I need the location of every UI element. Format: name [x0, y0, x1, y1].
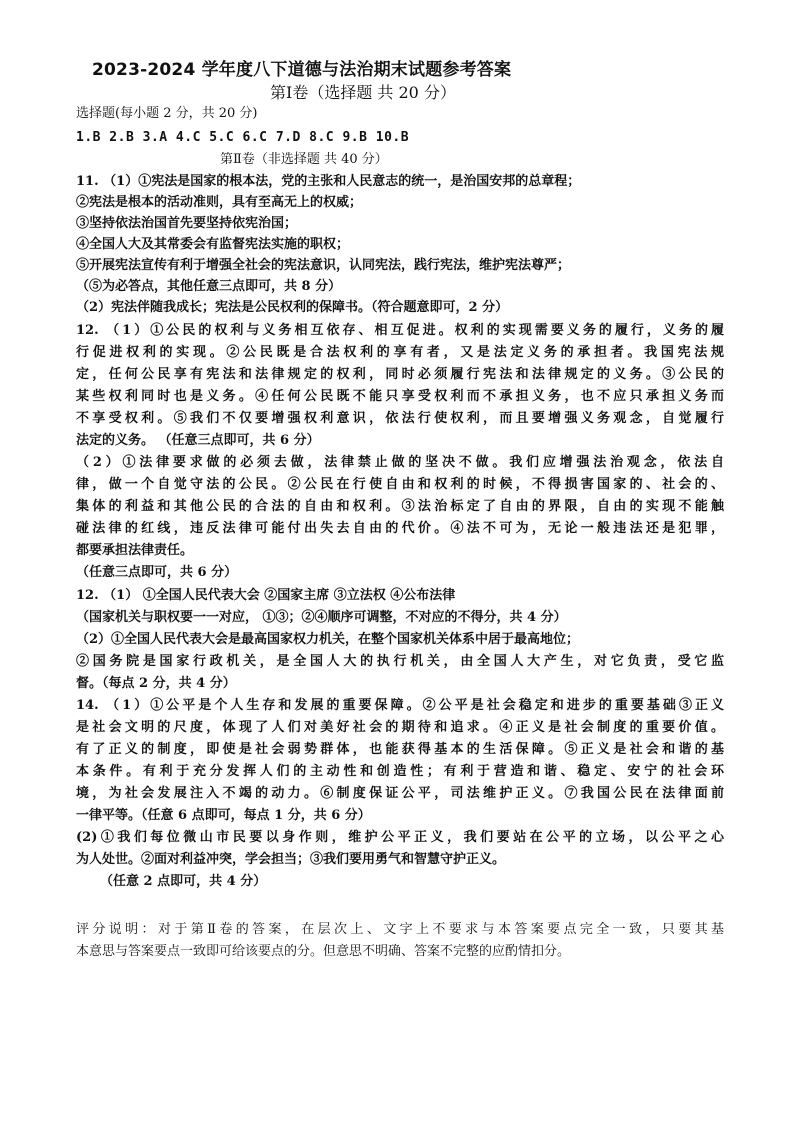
answer-line: 一律平等。（任意 6 点即可，每点 1 分，共 6 分）: [76, 808, 371, 823]
answer-line: 不享受权利。⑤我们不仅要增强权利意识，依法行使权利，而且要增强义务观念，自觉履行: [76, 411, 724, 426]
answer-line: 律，做一个自觉守法的公民。②公民在行使自由和权利的时候，不得损害国家的、社会的、: [76, 477, 724, 492]
answer-line: 法定的义务。 （任意三点即可，共 6 分）: [76, 433, 320, 448]
answer-line: 为人处世。②面对利益冲突，学会担当；③我们要用勇气和智慧守护正义。: [76, 852, 506, 867]
answer-line: 有了正义的制度，即使是社会弱势群体，也能获得基本的生活保障。⑤正义是社会和谐的基: [76, 742, 724, 757]
part2-title: 第Ⅱ卷（非选择题 共 40 分）: [220, 152, 388, 167]
answer-line: ④全国人大及其常委会有监督宪法实施的职权；: [76, 237, 350, 252]
answer-line: 督。（每点 2 分，共 4 分）: [76, 676, 236, 691]
answer-line: 本条件。有利于充分发挥人们的主动性和创造性；有利于营造和谐、稳定、安宁的社会环: [76, 764, 724, 779]
answer-line: 是社会文明的尺度，体现了人们对美好社会的期待和追求。④正义是社会制度的重要价值。: [76, 720, 724, 735]
document-title: 2023-2024 学年度八下道德与法治期末试题参考答案: [92, 60, 512, 80]
answer-line: 境，为社会发展注入不竭的动力。⑥制度保证公平，司法维护正义。⑦我国公民在法律面前: [76, 786, 724, 801]
answer-line: ②国务院是国家行政机关，是全国人大的执行机关，由全国人大产生，对它负责，受它监: [76, 654, 724, 669]
answer-line: 集体的利益和其他公民的合法的自由和权利。③法治标定了自由的界限，自由的实现不能触: [76, 499, 724, 514]
choice-answers: 1.B 2.B 3.A 4.C 5.C 6.C 7.D 8.C 9.B 10.B: [76, 130, 410, 145]
scoring-note-line: 评分说明：对于第Ⅱ卷的答案，在层次上、文字上不要求与本答案要点完全一致，只要其基: [76, 922, 724, 937]
answer-line: 行促进权利的实现。②公民既是合法权利的享有者，又是法定义务的承担者。我国宪法规: [76, 345, 724, 360]
answer-line: （国家机关与职权要一一对应， ①③；②④顺序可调整，不对应的不得分，共 4 分）: [76, 610, 567, 625]
answer-line: ⑤开展宪法宣传有利于增强全社会的宪法意识，认同宪法，践行宪法，维护宪法尊严；: [76, 258, 571, 273]
part1-title: 第Ⅰ卷（选择题 共 20 分）: [270, 83, 456, 102]
answer-line: 定，任何公民享有宪法和法律规定的权利，同时必须履行宪法和法律规定的义务。③公民的: [76, 367, 724, 382]
answer-line: （⑤为必答点，其他任意三点即可，共 8 分）: [76, 279, 342, 294]
part1-instruction: 选择题(每小题 2 分，共 20 分): [76, 106, 258, 121]
answer-line: ②宪法是根本的活动准则，具有至高无上的权威；: [76, 195, 363, 210]
answer-line: 某些权利同时也是义务。④任何公民既不能只享受权利而不承担义务，也不应只承担义务而: [76, 389, 724, 404]
answer-line: 碰法律的红线，违反法律可能付出失去自由的代价。④法不可为，无论一般违法还是犯罪，: [76, 521, 724, 536]
answer-line: （2）①法律要求做的必须去做，法律禁止做的坚决不做。我们应增强法治观念，依法自: [76, 455, 724, 470]
answer-line: （2）宪法伴随我成长；宪法是公民权利的保障书。（符合题意即可，2 分）: [76, 300, 509, 315]
answer-line: 14. （1）①公平是个人生存和发展的重要保障。②公平是社会稳定和进步的重要基础③正义: [76, 698, 724, 713]
answer-line: 11. （1）①宪法是国家的根本法，党的主张和人民意志的统一，是治国安邦的总章程；: [76, 174, 581, 189]
answer-line: （2）①全国人民代表大会是最高国家权力机关，在整个国家机关体系中居于最高地位；: [76, 632, 580, 647]
answer-line: 12. （1）①公民的权利与义务相互依存、相互促进。权利的实现需要义务的履行，义务的履: [76, 323, 724, 338]
answer-line: (2)①我们每位微山市民要以身作则，维护公平正义，我们要站在公平的立场，以公平之心: [76, 830, 724, 845]
answer-line: ③坚持依法治国首先要坚持依宪治国；: [76, 216, 298, 231]
scoring-note-line: 本意思与答案要点一致即可给该要点的分。但意思不明确、答案不完整的应酌情扣分。: [76, 944, 571, 959]
answer-line: （任意 2 点即可，共 4 分）: [100, 874, 267, 889]
answer-line: 都要承担法律责任。: [76, 543, 194, 558]
answer-line: （任意三点即可，共 6 分）: [76, 565, 238, 580]
answer-line: 12. （1） ①全国人民代表大会 ②国家主席 ③立法权 ④公布法律: [76, 588, 456, 603]
